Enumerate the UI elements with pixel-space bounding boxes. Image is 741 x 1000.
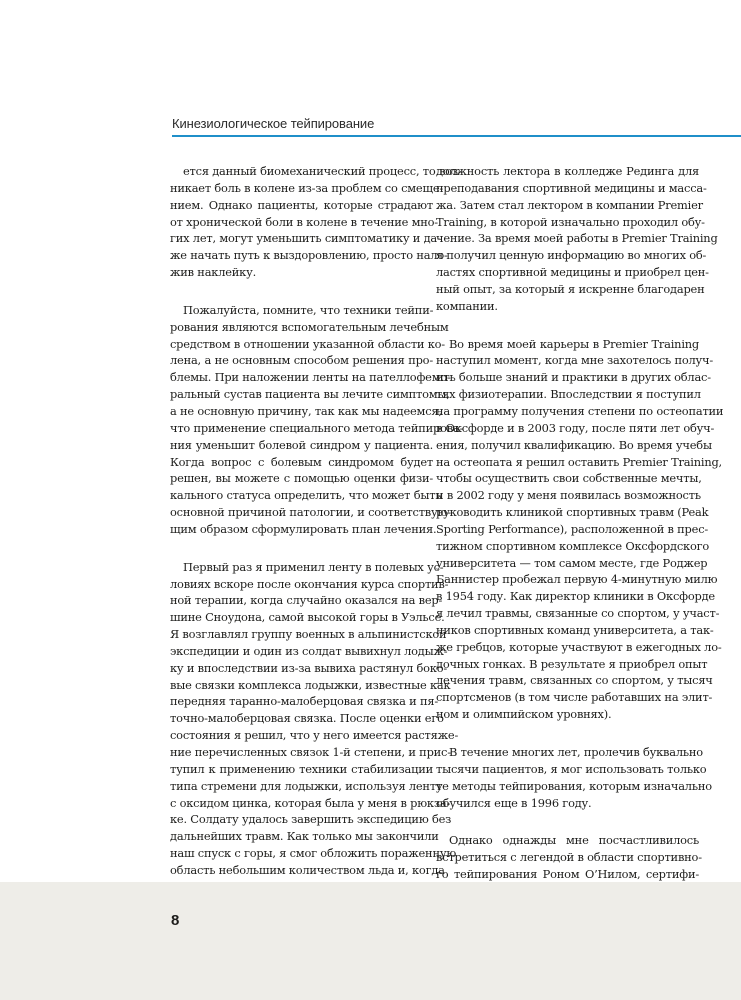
text-line: ластях спортивной медицины и приобрел цен- [436, 265, 709, 280]
text-line: же гребцов, которые участвуют в ежегодных ло- [436, 639, 722, 654]
text-line: ральный сустав пациента вы лечите симптомы, [170, 387, 450, 402]
text-line: я получил ценную информацию во многих об- [436, 248, 707, 263]
text-line: точно-малоберцовая связка. После оценки его [170, 711, 444, 726]
text-line: жив наклейку. [170, 265, 257, 280]
text-line: Пожалуйста, помните, что техники тейпи- [183, 302, 434, 317]
text-line: го тейпирования Роном О’Нилом, сертифи- [436, 867, 699, 882]
text-line: основной причиной патологии, и соответствую- [170, 505, 451, 520]
text-line: чтобы осуществить свои собственные мечты, [436, 471, 702, 486]
text-line: В течение многих лет, пролечив буквально [449, 745, 703, 759]
text-line: ной терапии, когда случайно оказался на вер- [170, 593, 443, 608]
text-line: Во время моей карьеры в Premier Training [449, 336, 699, 351]
text-line: ный опыт, за который я искренне благодарен [436, 281, 705, 296]
text-line: тях физиотерапии. Впоследствии я поступил [436, 387, 701, 402]
text-line: вые связки комплекса лодыжки, известные как [170, 677, 451, 692]
text-line: нием. Однако пациенты, которые страдают [170, 197, 433, 212]
text-line: ку и впоследствии из-за вывиха растянул боко- [170, 660, 448, 675]
text-line: обучился еще в 1996 году. [436, 795, 592, 810]
text-line: ном и олимпийском уровнях). [436, 707, 612, 722]
text-line: же начать путь к выздоровлению, просто нало- [170, 248, 448, 263]
text-line: в Оксфорде и в 2003 году, после пяти лет обуч- [436, 420, 715, 435]
text-line: ить больше знаний и практики в других облас- [436, 370, 711, 385]
text-line: и в 2002 году у меня появилась возможность [436, 488, 701, 503]
text-line: Sporting Performance), расположенной в прес- [436, 521, 709, 536]
text-line: ения, получил квалификацию. Во время учебы [436, 437, 712, 452]
text-line: дочных гонках. В результате я приобрел опыт [436, 656, 708, 671]
running-head-title: Кинезиологическое тейпирование [172, 116, 375, 131]
text-line: наступил момент, когда мне захотелось получ- [436, 353, 714, 368]
header-rule [172, 135, 741, 137]
text-line: экспедиции и один из солдат вывихнул лодыж- [170, 643, 448, 658]
paragraph [436, 744, 712, 811]
text-line: на программу получения степени по остеопатии [436, 403, 724, 418]
text-line: средством в отношении указанной области ко- [170, 336, 445, 351]
text-line: блемы. При наложении ленты на пателлофемо- [170, 370, 451, 385]
text-line: кального статуса определить, что может быть [170, 488, 442, 503]
paragraph [170, 559, 459, 913]
text-line: с оксидом цинка, которая была у меня в рюкза- [170, 795, 451, 810]
text-line: чение. За время моей работы в Premier Training [436, 231, 718, 246]
text-line: состояния я решил, что у него имеется растяже- [170, 728, 459, 743]
text-line: ловиях вскоре после окончания курса спортив- [170, 576, 449, 591]
text-line: преподавания спортивной медицины и масса- [436, 180, 707, 195]
right-column [436, 163, 724, 988]
text-line: тижном спортивном комплексе Оксфордского [436, 538, 710, 553]
footer-band [0, 882, 741, 1000]
left-column [170, 163, 464, 988]
text-line: дальнейших травм. Как только мы закончили [170, 829, 439, 844]
text-line: тупил к применению техники стабилизации [170, 761, 433, 776]
text-line: на остеопата я решил оставить Premier Training, [436, 454, 722, 469]
text-line: лечения травм, связанных со спортом, у тысяч [436, 673, 713, 688]
text-line: ется данный биомеханический процесс, то воз- [183, 164, 462, 178]
text-line: Я возглавлял группу военных в альпинистской [170, 627, 447, 642]
text-line: ние перечисленных связок 1-й степени, и прис- [170, 745, 451, 759]
text-line: область небольшим количеством льда и, когда [170, 862, 445, 877]
paragraph [436, 163, 718, 315]
text-line: а не основную причину, так как мы надеемся, [170, 403, 442, 418]
text-line: я лечил травмы, связанные со спортом, у участ- [436, 606, 720, 621]
text-line: жа. Затем стал лектором в компании Premier [436, 197, 703, 212]
text-line: встретиться с легендой в области спортивно- [436, 850, 702, 865]
text-line: в 1954 году. Как директор клиники в Оксфорде [436, 589, 715, 604]
text-line: от хронической боли в колене в течение мно- [170, 214, 438, 229]
text-line: типа стремени для лодыжки, используя ленту [170, 778, 443, 793]
running-head [172, 116, 741, 132]
text-line: те методы тейпирования, которым изначально [436, 778, 712, 793]
text-line: спортсменов (в том числе работавших на элит- [436, 690, 713, 705]
text-line: ников спортивных команд университета, а так- [436, 622, 714, 637]
text-line: Баннистер пробежал первую 4-минутную милю [436, 572, 718, 587]
text-line: Первый раз я применил ленту в полевых ус- [183, 559, 444, 574]
text-line: компании. [436, 298, 498, 313]
paragraph [436, 336, 724, 723]
page-number: 8 [171, 912, 180, 929]
text-line: руководить клиникой спортивных травм (Peak [436, 505, 709, 520]
text-line: щим образом сформулировать план лечения. [170, 521, 437, 536]
text-line: передняя таранно-малоберцовая связка и пя- [170, 694, 439, 709]
text-line: шине Сноудона, самой высокой горы в Уэльсе. [170, 610, 445, 625]
text-line: Когда вопрос с болевым синдромом будет [170, 454, 433, 469]
paragraph [170, 163, 462, 281]
text-line: ке. Солдату удалось завершить экспедицию без [170, 812, 452, 827]
paragraph [170, 302, 464, 538]
text-line: рования являются вспомогательным лечебным [170, 319, 449, 334]
text-line: должность лектора в колледже Рединга для [436, 164, 699, 178]
text-line: университета — том самом месте, где Роджер [436, 555, 708, 570]
text-line: Training, в которой изначально проходил обу- [436, 214, 705, 229]
text-line: гих лет, могут уменьшить симптоматику и да- [170, 231, 441, 246]
text-line: Однако однажды мне посчастливилось [449, 833, 699, 848]
text-line: решен, вы можете с помощью оценки физи- [170, 471, 433, 486]
text-line: наш спуск с горы, я смог обложить пораженную [170, 846, 457, 861]
text-line: ния уменьшит болевой синдром у пациента. [170, 437, 433, 452]
text-line: лена, а не основным способом решения про- [170, 353, 433, 368]
text-line: никает боль в колене из-за проблем со смеще- [170, 180, 444, 195]
text-line: что применение специального метода тейпирова- [170, 420, 464, 435]
text-line: тысячи пациентов, я мог использовать только [436, 761, 707, 776]
